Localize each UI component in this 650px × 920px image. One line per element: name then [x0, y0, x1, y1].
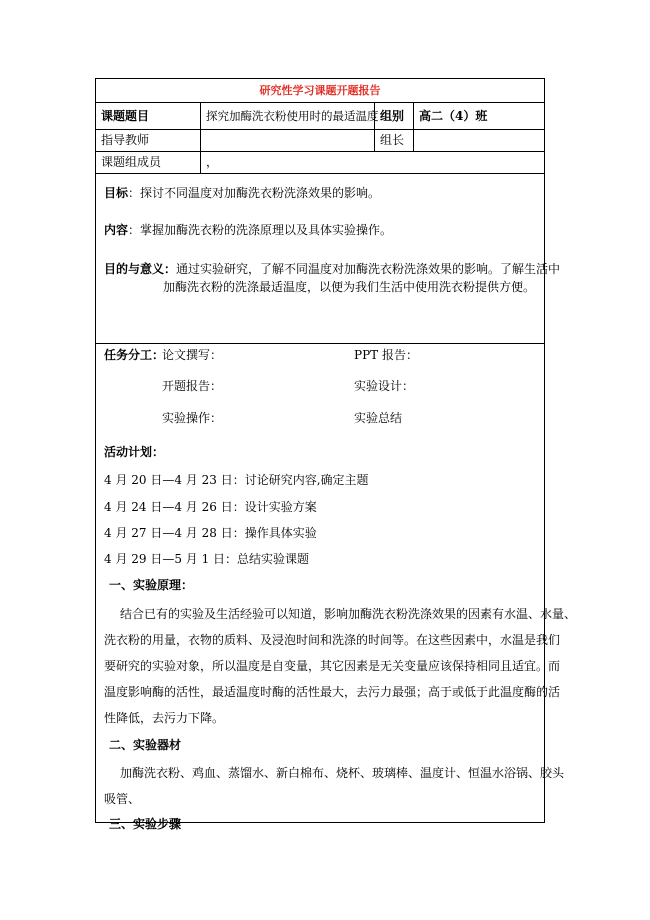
principle-line: 性降低，去污力下降。: [104, 711, 225, 725]
target-text: ：探讨不同温度对加酶洗衣粉洗涤效果的影响。: [128, 186, 381, 200]
principle-line: 温度影响酶的活性，最适温度时酶的活性最大，去污力最强；高于或低于此温度酶的活: [104, 685, 561, 699]
content-label: 内容: [104, 223, 129, 237]
group-value: 高二（4）班: [413, 103, 544, 129]
task-proposal: 开题报告：: [162, 379, 223, 393]
teacher-row: [96, 130, 544, 152]
plan-item: 4 月 27 日—4 月 28 日：操作具体实验: [104, 526, 317, 540]
plan-label: 活动计划：: [104, 445, 165, 459]
topic-value: 探究加酶洗衣粉使用时的最适温度: [200, 103, 374, 129]
task-ppt: PPT 报告：: [354, 348, 418, 362]
teacher-value: [200, 130, 374, 151]
materials-line: 吸管、: [104, 792, 141, 806]
steps-heading: 三、实验步骤: [109, 817, 182, 831]
topic-row: [96, 103, 544, 130]
meaning-line-1: [104, 260, 560, 278]
materials-heading: 二、实验器材: [109, 738, 182, 752]
members-value: ，: [200, 152, 544, 173]
principle-heading: 一、实验原理：: [109, 578, 194, 592]
plan-item: 4 月 20 日—4 月 23 日：讨论研究内容,确定主题: [104, 473, 369, 487]
meaning-text-1: 通过实验研究，了解不同温度对加酶洗衣粉洗涤效果的影响。了解生活中: [176, 262, 561, 276]
task-paper: 论文撰写：: [162, 348, 223, 362]
target-label: 目标: [104, 186, 129, 200]
tasks-label: 任务分工：: [104, 348, 165, 362]
target-line: [104, 184, 380, 202]
leader-label: 组长: [374, 130, 413, 151]
principle-line: 洗衣粉的用量，衣物的质料、及浸泡时间和洗涤的时间等。在这些因素中，水温是我们: [104, 633, 561, 647]
content-line: [104, 221, 392, 239]
leader-value: [413, 130, 544, 151]
task-design: 实验设计：: [354, 379, 415, 393]
goals-block: [96, 174, 561, 344]
members-row: [96, 152, 544, 174]
principle-line: 结合已有的实验及生活经验可以知道，影响加酶洗衣粉洗涤效果的因素有水温、水量、: [120, 607, 577, 621]
plan-item: 4 月 29 日—5 月 1 日：总结实验课题: [104, 552, 310, 566]
form-title: 研究性学习课题开题报告: [96, 79, 544, 103]
details-block: [96, 344, 577, 831]
plan-item: 4 月 24 日—4 月 26 日：设计实验方案: [104, 500, 317, 514]
topic-label: 课题题目: [101, 109, 150, 123]
teacher-label: 指导教师: [101, 133, 150, 147]
content-text: ：掌握加酶洗衣粉的洗涤原理以及具体实验操作。: [128, 223, 393, 237]
group-label: 组别: [374, 103, 413, 129]
task-operation: 实验操作：: [162, 411, 223, 425]
members-label: 课题组成员: [101, 155, 162, 169]
proposal-form: [95, 78, 577, 831]
meaning-text-2: 加酶洗衣粉的洗涤最适温度，以便为我们生活中使用洗衣粉提供方便。: [163, 280, 536, 294]
materials-line: 加酶洗衣粉、鸡血、蒸馏水、新白棉布、烧杯、玻璃棒、温度计、恒温水浴锅、胶头: [120, 766, 565, 780]
meaning-label: 目的与意义：: [104, 262, 177, 276]
principle-line: 要研究的实验对象，所以温度是自变量，其它因素是无关变量应该保持相同且适宜。而: [104, 659, 561, 673]
task-summary: 实验总结: [354, 411, 403, 425]
